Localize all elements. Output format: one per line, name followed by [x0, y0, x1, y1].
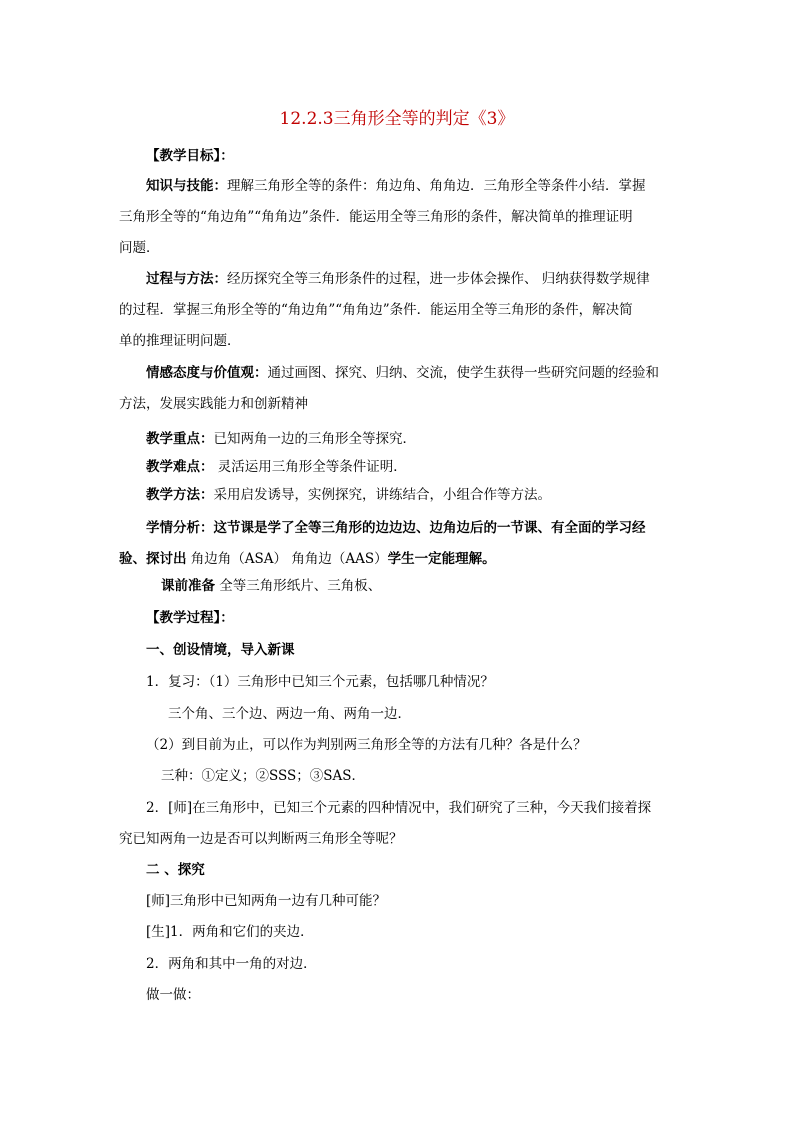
- process-text: 经历探究全等三角形条件的过程，进一步体会操作、 归纳获得数学规律: [227, 271, 650, 287]
- teaching-goals-heading: 【教学目标】：: [146, 148, 234, 164]
- analysis-line2-b: 角边角（ASA） 角角边（AAS）: [190, 551, 388, 567]
- section1-line4: 三种：①定义；②SSS；③SAS．: [161, 768, 366, 784]
- teaching-process-heading: 【教学过程】：: [146, 610, 234, 626]
- process-label: 过程与方法：: [146, 271, 227, 287]
- prep-line: [161, 577, 381, 595]
- knowledge-text: 理解三角形全等的条件：角边角、角角边．三角形全等条件小结．掌握: [227, 178, 646, 194]
- section1-line5: 2．[师]在三角形中，已知三个元素的四种情况中，我们研究了三种，今天我们接着探: [146, 800, 652, 816]
- section1-line1: 1．复习：（1）三角形中已知三个元素，包括哪几种情况？: [146, 674, 494, 690]
- knowledge-paragraph-line3: 问题．: [119, 240, 160, 256]
- process-paragraph-line3: 单的推理证明问题．: [119, 333, 241, 349]
- process-paragraph-line1: [146, 270, 650, 288]
- knowledge-paragraph-line1: [146, 177, 646, 195]
- page-title: 12.2.3三角形全等的判定《3》: [279, 109, 515, 129]
- emotion-label: 情感态度与价值观：: [146, 365, 268, 381]
- section1-line2: 三个角、三个边、两边一角、两角一边．: [168, 706, 411, 722]
- analysis-line2-c: 学生一定能理解。: [387, 551, 496, 567]
- analysis-line1: 学情分析：这节课是学了全等三角形的边边边、边角边后的一节课、有全面的学习经: [146, 520, 646, 536]
- difficulty-line: [146, 458, 407, 476]
- key-point-line: [146, 430, 416, 448]
- difficulty-text: 灵活运用三角形全等条件证明．: [213, 459, 407, 475]
- method-label: 教学方法：: [146, 487, 214, 503]
- section2-line2: [生]1．两角和它们的夹边．: [146, 924, 314, 940]
- emotion-text: 通过画图、探究、归纳、交流，使学生获得一些研究问题的经验和: [267, 365, 659, 381]
- section2-line3: 2．两角和其中一角的对边．: [146, 956, 317, 972]
- knowledge-paragraph-line2: 三角形全等的“角边角”“角角边”条件．能运用全等三角形的条件，解决简单的推理证明: [119, 209, 633, 225]
- knowledge-label: 知识与技能：: [146, 178, 227, 194]
- section1-line6: 究已知两角一边是否可以判断两三角形全等呢？: [119, 831, 403, 847]
- section2-line1: [师]三角形中已知两角一边有几种可能？: [146, 893, 387, 909]
- process-paragraph-line2: 的过程．掌握三角形全等的“角边角”“角角边”条件．能运用全等三角形的条件，解决简: [119, 302, 633, 318]
- key-point-label: 教学重点：: [146, 431, 214, 447]
- section2-line4: 做一做：: [146, 987, 200, 1003]
- method-line: [146, 486, 551, 504]
- method-text: 采用启发诱导，实例探究，讲练结合，小组合作等方法。: [213, 487, 551, 503]
- section2-heading: 二 、探究: [146, 862, 205, 878]
- analysis-line2-a: 验、探讨出: [119, 551, 187, 567]
- section1-heading: 一、创设情境，导入新课: [146, 642, 295, 658]
- section1-line3: （2）到目前为止，可以作为判别两三角形全等的方法有几种？各是什么？: [146, 737, 587, 753]
- difficulty-label: 教学难点：: [146, 459, 214, 475]
- emotion-paragraph-line2: 方法，发展实践能力和创新精神: [119, 396, 308, 412]
- key-point-text: 已知两角一边的三角形全等探究．: [213, 431, 416, 447]
- analysis-line2: [119, 550, 496, 568]
- prep-label: 课前准备: [161, 578, 215, 594]
- emotion-paragraph-line1: [146, 364, 659, 382]
- prep-text: 全等三角形纸片、三角板、: [215, 578, 382, 594]
